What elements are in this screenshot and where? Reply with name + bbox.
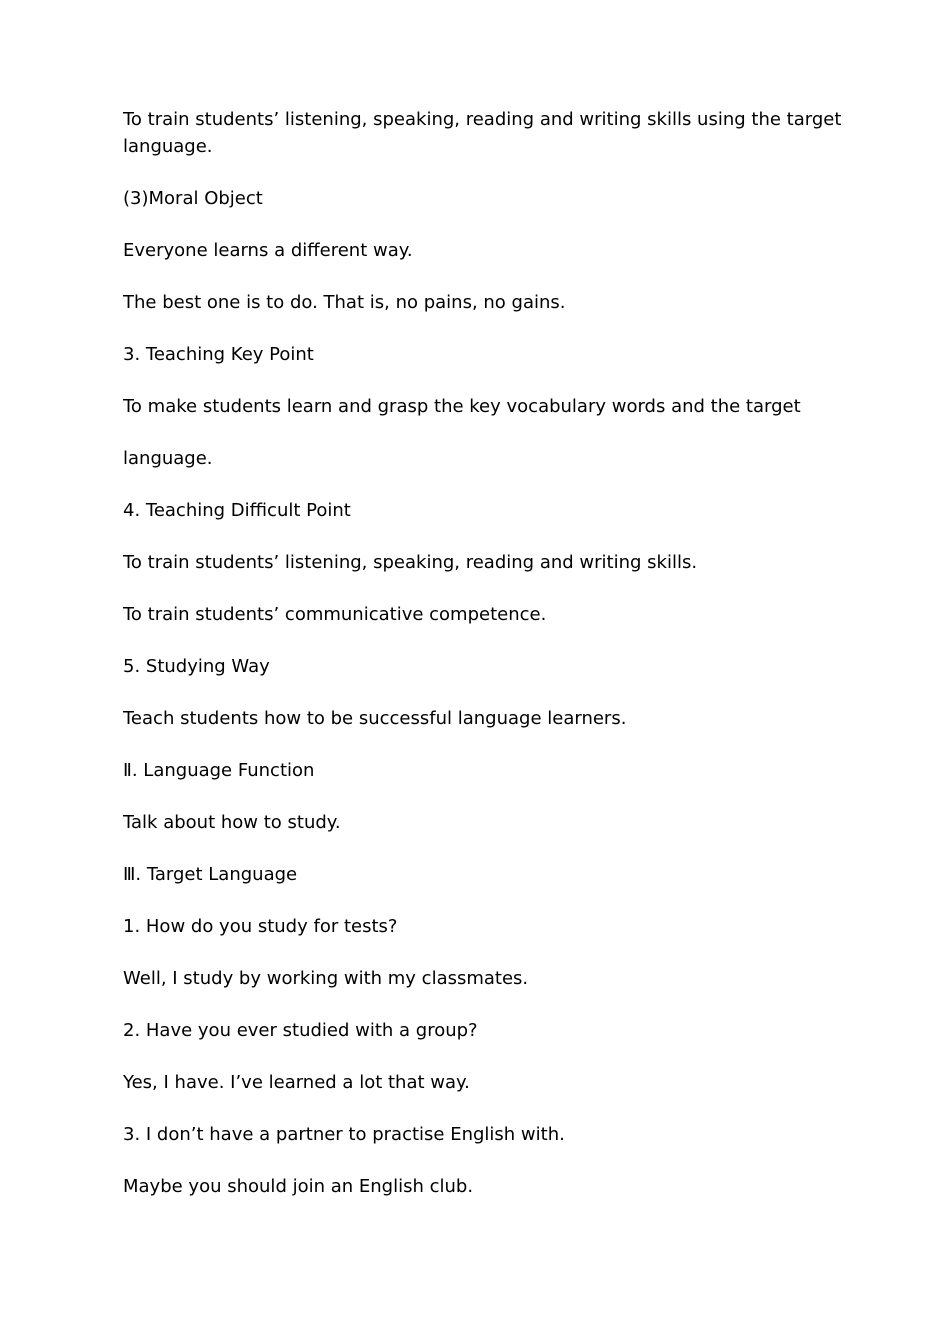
dialogue-question-1: 1. How do you study for tests? <box>123 916 398 937</box>
document-body <box>123 106 863 1225</box>
dialogue-question-2: 2. Have you ever studied with a group? <box>123 1020 478 1041</box>
heading-moral-object: (3)Moral Object <box>123 188 263 209</box>
paragraph-studying-way: Teach students how to be successful language learners. <box>123 708 627 729</box>
dialogue-answer-2: Yes, I have. I’ve learned a lot that way. <box>123 1072 470 1093</box>
paragraph-difficult-point-skills: To train students’ listening, speaking, reading and writing skills. <box>123 552 698 573</box>
dialogue-answer-3: Maybe you should join an English club. <box>123 1176 474 1197</box>
paragraph-language-function: Talk about how to study. <box>123 812 341 833</box>
paragraph-objective-skills: To train students’ listening, speaking, reading and writing skills using the target language. <box>123 109 842 157</box>
paragraph-key-point-line-2: language. <box>123 448 213 469</box>
heading-language-function: Ⅱ. Language Function <box>123 760 315 781</box>
paragraph-difficult-point-competence: To train students’ communicative competence. <box>123 604 547 625</box>
dialogue-question-3: 3. I don’t have a partner to practise English with. <box>123 1124 565 1145</box>
dialogue-answer-1: Well, I study by working with my classmates. <box>123 968 529 989</box>
paragraph-no-pains-no-gains: The best one is to do. That is, no pains, no gains. <box>123 292 566 313</box>
heading-target-language: Ⅲ. Target Language <box>123 864 298 885</box>
heading-studying-way: 5. Studying Way <box>123 656 270 677</box>
heading-teaching-key-point: 3. Teaching Key Point <box>123 344 314 365</box>
heading-teaching-difficult-point: 4. Teaching Difficult Point <box>123 500 351 521</box>
paragraph-learns-different-way: Everyone learns a different way. <box>123 240 413 261</box>
paragraph-key-point-line-1: To make students learn and grasp the key vocabulary words and the target <box>123 396 801 417</box>
